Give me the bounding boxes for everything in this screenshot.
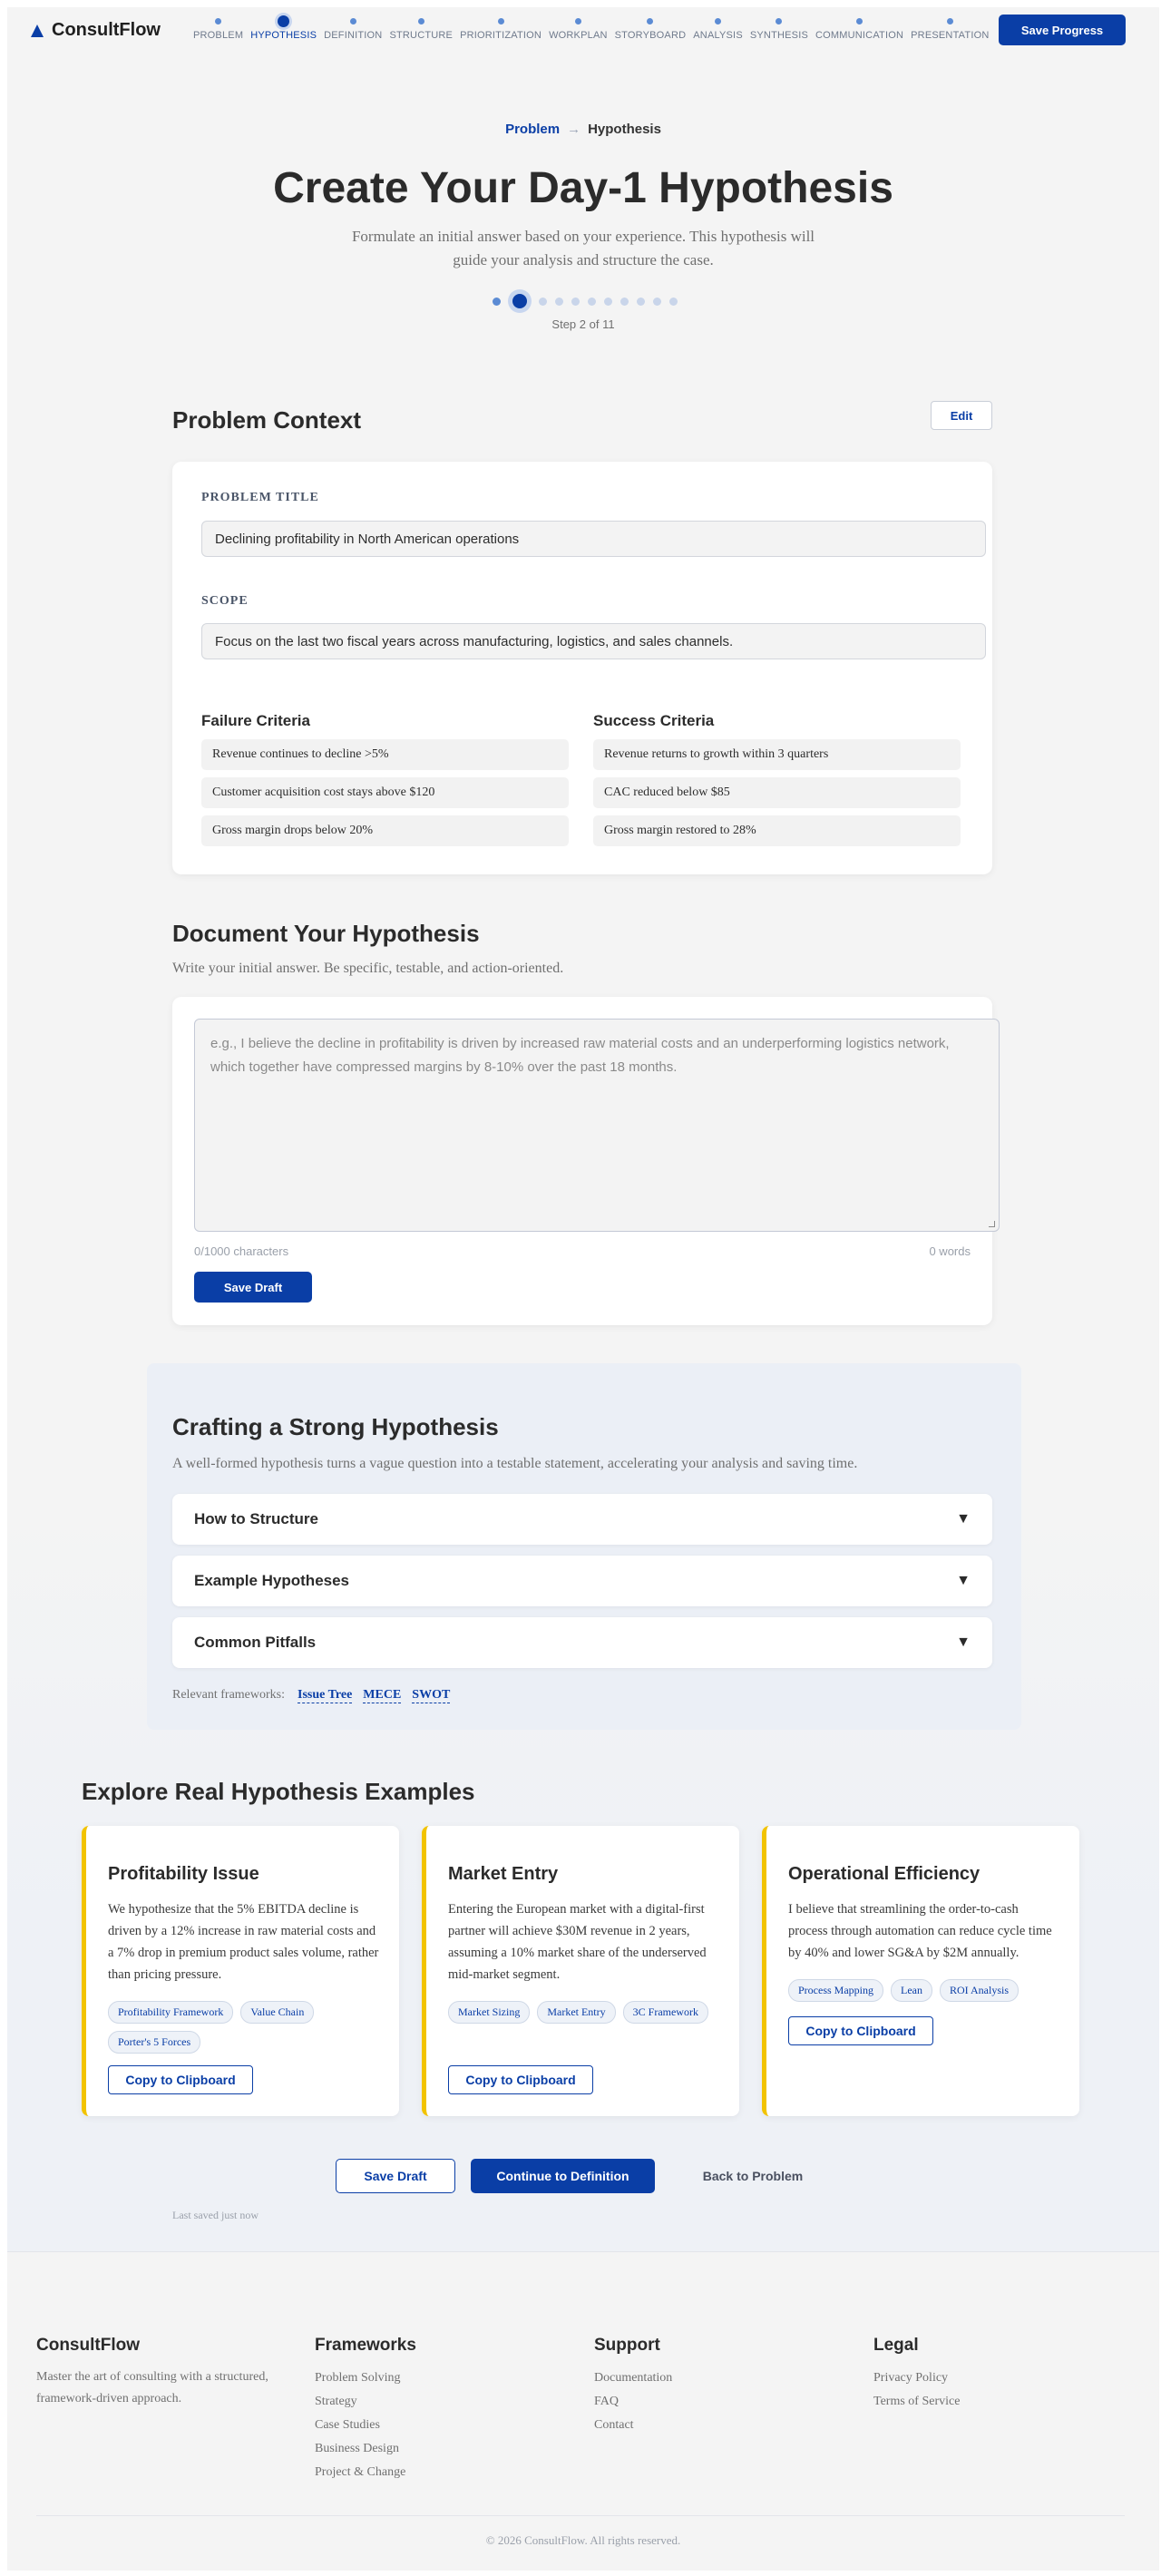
nav-step-problem[interactable]: [193, 18, 243, 41]
step-nav: [193, 18, 996, 41]
accordion-example-hypotheses[interactable]: [172, 1556, 992, 1606]
example-card-title: Profitability Issue: [108, 1864, 259, 1884]
character-count: 0/1000 characters: [194, 1244, 289, 1258]
example-card-market-entry: [422, 1826, 739, 2116]
arrow-right-icon: →: [567, 122, 581, 137]
current-step-dot: [512, 294, 527, 308]
copy-to-clipboard-button[interactable]: Copy to Clipboard: [108, 2065, 253, 2094]
step-dot: [555, 298, 563, 306]
footer-link[interactable]: FAQ: [594, 2395, 619, 2408]
step-dot-icon: [350, 18, 356, 24]
copy-to-clipboard-button[interactable]: Copy to Clipboard: [448, 2065, 593, 2094]
nav-step-analysis[interactable]: [693, 18, 743, 41]
footer-link[interactable]: Case Studies: [315, 2418, 380, 2432]
scope-label: SCOPE: [201, 594, 249, 608]
back-to-problem-button[interactable]: Back to Problem: [671, 2159, 834, 2193]
step-dot: [669, 298, 678, 306]
footer-legal-column: [873, 2336, 960, 2414]
footer-column-title: Support: [594, 2336, 660, 2355]
logo-text: ConsultFlow: [52, 20, 161, 40]
tag: Market Sizing: [448, 2001, 530, 2024]
nav-step-hypothesis[interactable]: [250, 18, 317, 41]
continue-to-definition-button[interactable]: Continue to Definition: [471, 2159, 655, 2193]
accordion-label: Common Pitfalls: [194, 1634, 317, 1651]
example-card-tags: [448, 2001, 729, 2031]
example-card-tags: [108, 2001, 389, 2061]
step-dot: [539, 298, 547, 306]
tag: Process Mapping: [788, 1979, 883, 2002]
footer-link[interactable]: Privacy Policy: [873, 2371, 949, 2385]
nav-step-label: PRESENTATION: [911, 30, 990, 41]
step-dot-icon: [575, 18, 581, 24]
example-card-text: I believe that streamlining the order-to-cash process through automation can reduce cycle time by 40% and lower SG&A by $2M annually.: [788, 1902, 1052, 1960]
nav-step-label: SYNTHESIS: [749, 30, 809, 41]
failure-criteria-item: Revenue continues to decline >5%: [201, 739, 569, 770]
top-nav-bar: [7, 7, 1159, 51]
footer-link[interactable]: Problem Solving: [315, 2371, 401, 2385]
chevron-down-icon: ▼: [956, 1511, 971, 1527]
nav-step-presentation[interactable]: [911, 18, 989, 41]
breadcrumb-link-problem[interactable]: Problem: [505, 122, 561, 137]
step-dot: [493, 298, 501, 306]
nav-step-label: DEFINITION: [324, 30, 383, 41]
nav-step-prioritization[interactable]: [460, 18, 541, 41]
failure-criteria-item: Customer acquisition cost stays above $120: [201, 777, 569, 808]
relevant-frameworks: [172, 1688, 450, 1703]
nav-step-workplan[interactable]: [549, 18, 608, 41]
tag: Market Entry: [537, 2001, 615, 2024]
word-count: 0 words: [929, 1244, 971, 1258]
example-card-operational-efficiency: [762, 1826, 1079, 2116]
last-saved-status: Last saved just now: [172, 2209, 259, 2221]
example-card-text: Entering the European market with a digital-first partner will achieve $30M revenue in 2 years, assuming a 10% market share of the underserved mid-market segment.: [448, 1902, 707, 1982]
nav-step-synthesis[interactable]: [750, 18, 808, 41]
problem-title-label: PROBLEM TITLE: [201, 491, 319, 504]
example-card-text: We hypothesize that the 5% EBITDA decline is driven by a 12% increase in raw material costs and a 7% drop in premium product sales volume, rather than pricing pressure.: [108, 1902, 379, 1982]
footer-column-title: Frameworks: [315, 2336, 416, 2355]
nav-step-label: STORYBOARD: [614, 30, 687, 41]
copy-to-clipboard-button[interactable]: Copy to Clipboard: [788, 2016, 933, 2045]
step-dot: [588, 298, 596, 306]
example-card-profitability: [82, 1826, 399, 2116]
page-subtitle: Formulate an initial answer based on your experience. This hypothesis will guide your analysis and structure the case.: [351, 228, 815, 268]
success-criteria-item: CAC reduced below $85: [593, 777, 961, 808]
footer-support-column: [594, 2336, 672, 2437]
step-dot: [604, 298, 612, 306]
tag: 3C Framework: [623, 2001, 708, 2024]
accordion-common-pitfalls[interactable]: [172, 1617, 992, 1668]
example-card-title: Operational Efficiency: [788, 1864, 981, 1884]
failure-criteria-item: Gross margin drops below 20%: [201, 815, 569, 846]
step-dot-icon: [856, 18, 863, 24]
nav-step-label: ANALYSIS: [693, 30, 743, 41]
footer: [7, 2251, 1159, 2571]
step-dot-icon: [418, 18, 424, 24]
example-card-tags: [788, 1979, 1069, 2009]
edit-button[interactable]: Edit: [931, 401, 992, 430]
chevron-down-icon: ▼: [956, 1634, 971, 1650]
accordion-how-to-structure[interactable]: [172, 1494, 992, 1545]
nav-step-label: HYPOTHESIS: [250, 30, 317, 41]
footer-tagline: Master the art of consulting with a structured, framework-driven approach.: [36, 2370, 268, 2405]
footer-link[interactable]: Business Design: [315, 2442, 399, 2455]
footer-link[interactable]: Terms of Service: [873, 2395, 961, 2408]
footer-frameworks-column: [315, 2336, 416, 2484]
save-draft-bottom-button[interactable]: Save Draft: [336, 2159, 455, 2193]
failure-criteria-title: Failure Criteria: [201, 712, 310, 729]
tag: Porter's 5 Forces: [108, 2031, 200, 2054]
document-hypothesis-subtitle: Write your initial answer. Be specific, testable, and action-oriented.: [172, 961, 564, 976]
nav-step-definition[interactable]: [324, 18, 382, 41]
framework-link-mece[interactable]: MECE: [363, 1688, 402, 1702]
nav-step-label: PROBLEM: [193, 30, 244, 41]
framework-link-issue-tree[interactable]: Issue Tree: [298, 1688, 353, 1702]
problem-context-card: [172, 462, 992, 874]
tag: Lean: [891, 1979, 932, 2002]
footer-divider: [36, 2515, 1125, 2516]
footer-brand-column: [36, 2336, 290, 2410]
document-hypothesis-title: Document Your Hypothesis: [172, 920, 480, 947]
example-card-title: Market Entry: [448, 1864, 559, 1884]
scope-field: Focus on the last two fiscal years across manufacturing, logistics, and sales channels.: [201, 623, 986, 659]
success-criteria-item: Gross margin restored to 28%: [593, 815, 961, 846]
logo[interactable]: [31, 20, 161, 41]
step-dot-icon: [647, 18, 653, 24]
resize-handle-icon[interactable]: [989, 1221, 995, 1227]
nav-step-storyboard[interactable]: [615, 18, 687, 41]
save-progress-button[interactable]: Save Progress: [999, 15, 1126, 45]
footer-link[interactable]: Documentation: [594, 2371, 673, 2385]
nav-step-label: STRUCTURE: [389, 30, 454, 41]
tag: Value Chain: [240, 2001, 314, 2024]
step-dot-icon: [498, 18, 504, 24]
chevron-down-icon: ▼: [956, 1573, 971, 1588]
step-dot-icon: [715, 18, 721, 24]
footer-brand: ConsultFlow: [36, 2336, 140, 2355]
footer-link[interactable]: Strategy: [315, 2395, 357, 2408]
save-draft-button[interactable]: Save Draft: [194, 1272, 312, 1303]
breadcrumb-current: Hypothesis: [588, 122, 661, 137]
tag: Profitability Framework: [108, 2001, 233, 2024]
step-dot-icon: [215, 18, 221, 24]
accordion-label: Example Hypotheses: [194, 1572, 350, 1589]
step-dot: [637, 298, 645, 306]
step-progress-dots: [493, 294, 686, 308]
examples-title: Explore Real Hypothesis Examples: [82, 1778, 475, 1805]
step-dot: [571, 298, 580, 306]
tag: ROI Analysis: [940, 1979, 1019, 2002]
nav-step-structure[interactable]: [389, 18, 453, 41]
footer-link[interactable]: Contact: [594, 2418, 634, 2432]
step-dot: [653, 298, 661, 306]
step-dot-icon: [947, 18, 953, 24]
success-criteria-title: Success Criteria: [593, 712, 715, 729]
problem-context-title: Problem Context: [172, 406, 362, 434]
guide-title: Crafting a Strong Hypothesis: [172, 1413, 499, 1440]
nav-step-label: COMMUNICATION: [815, 30, 904, 41]
copyright: © 2026 ConsultFlow. All rights reserved.: [485, 2533, 681, 2547]
hypothesis-textarea[interactable]: e.g., I believe the decline in profitability is driven by increased raw material costs and an underperforming logistics network, which together have compressed margins by 8-10% over the past 18 months.: [194, 1019, 1000, 1232]
step-dot: [620, 298, 629, 306]
page-title: Create Your Day-1 Hypothesis: [273, 164, 893, 212]
hypothesis-card: [172, 997, 992, 1325]
step-indicator: Step 2 of 11: [551, 317, 615, 331]
success-criteria-item: Revenue returns to growth within 3 quarters: [593, 739, 961, 770]
problem-title-field: Declining profitability in North American operations: [201, 521, 986, 557]
framework-link-swot[interactable]: SWOT: [412, 1688, 451, 1702]
step-dot-icon: [776, 18, 782, 24]
step-dot-icon: [278, 15, 289, 27]
triangle-logo-icon: [31, 24, 44, 37]
nav-step-communication[interactable]: [815, 18, 903, 41]
guide-subtitle: A well-formed hypothesis turns a vague question into a testable statement, accelerating your analysis and saving time.: [172, 1456, 858, 1471]
accordion-label: How to Structure: [194, 1510, 318, 1527]
nav-step-label: PRIORITIZATION: [460, 30, 542, 41]
page: [7, 7, 1159, 2571]
breadcrumb: [7, 122, 1159, 137]
footer-column-title: Legal: [873, 2336, 919, 2355]
footer-link[interactable]: Project & Change: [315, 2465, 406, 2479]
frameworks-label: Relevant frameworks:: [172, 1688, 286, 1702]
nav-step-label: WORKPLAN: [549, 30, 608, 41]
